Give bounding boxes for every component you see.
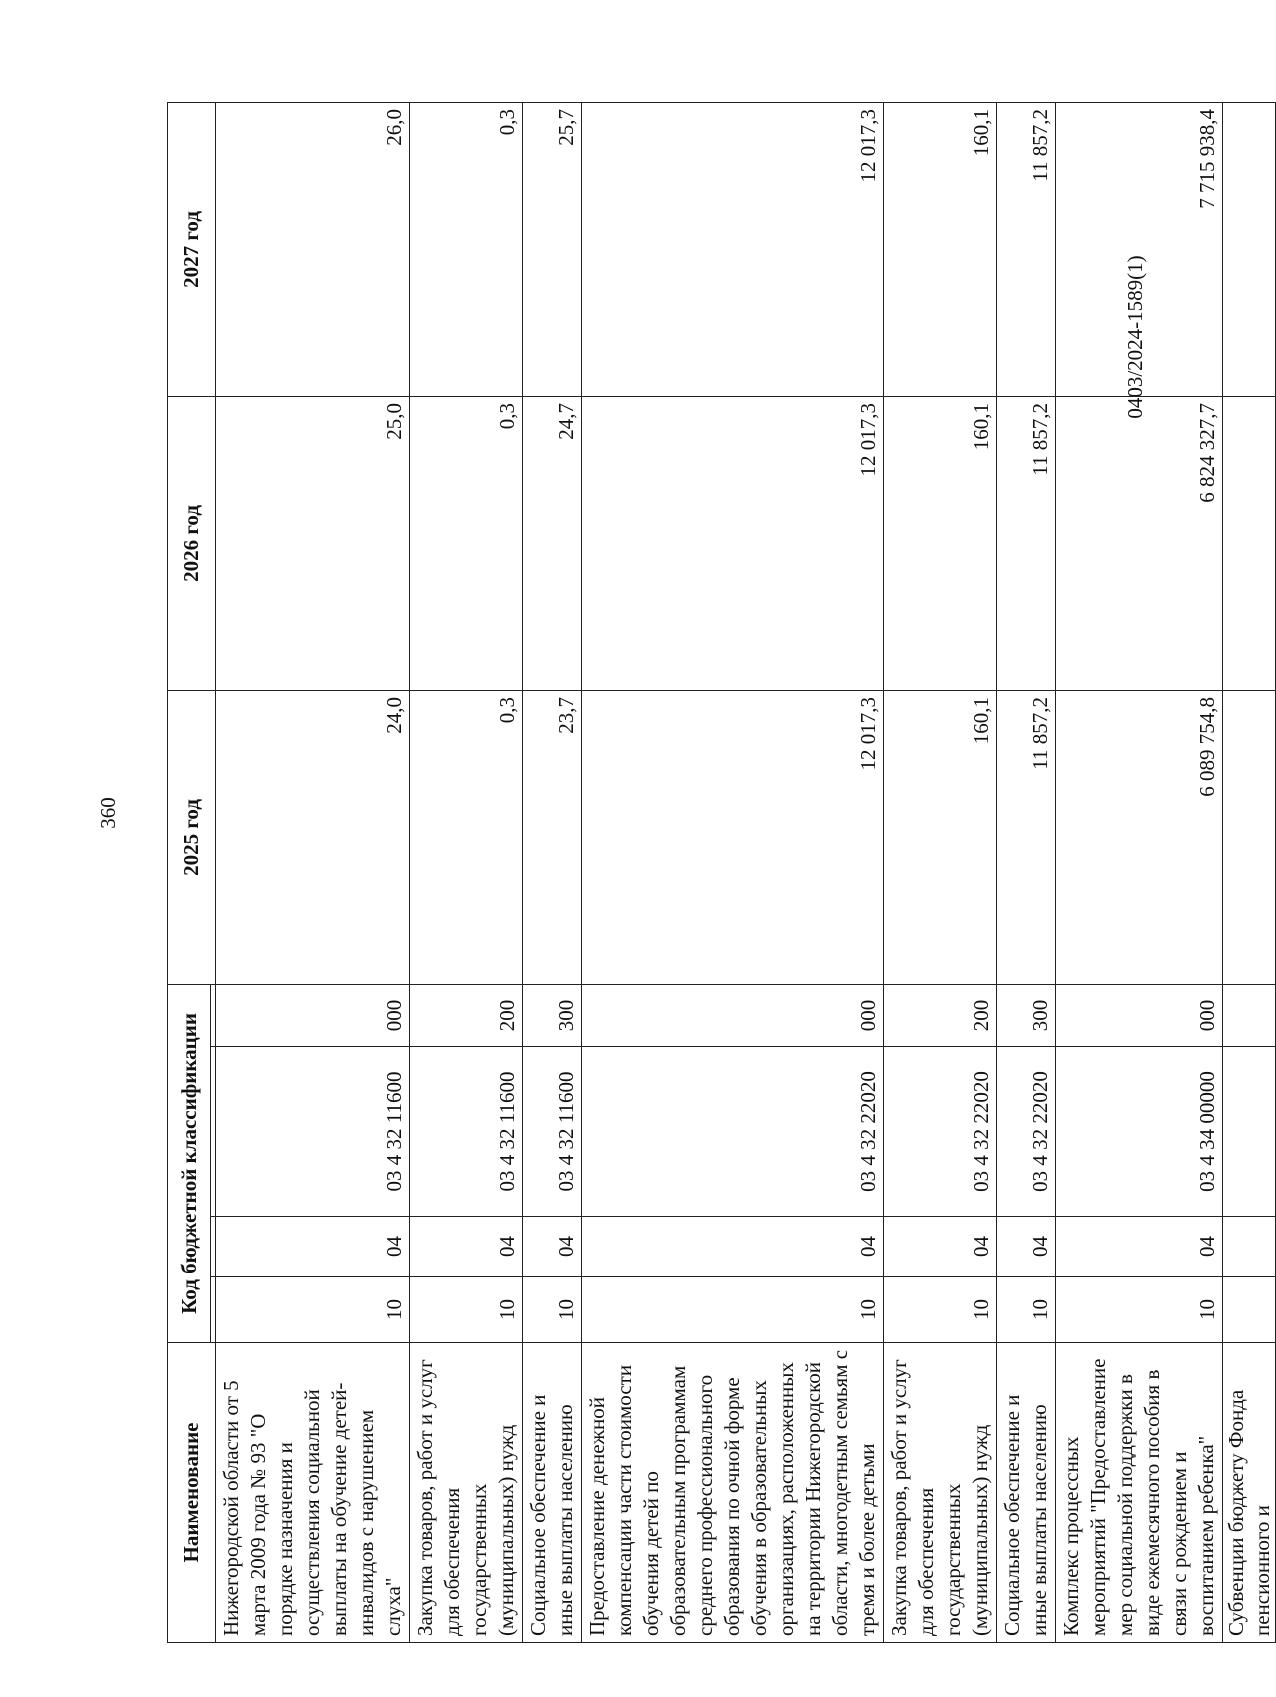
header-code: Код бюджетной классификации — [168, 984, 211, 1342]
row-value-2026: 160,1 — [884, 396, 997, 690]
row-value-2025 — [1223, 690, 1276, 984]
row-value-2027 — [1223, 102, 1276, 396]
row-code-target: 03 4 32 22020 — [582, 1047, 884, 1217]
row-name: Социальное обеспечение и иные выплаты населению — [997, 1343, 1056, 1643]
row-code-type: 000 — [216, 984, 410, 1046]
row-code-type: 200 — [884, 984, 997, 1046]
row-code-target: 03 4 32 11600 — [523, 1047, 582, 1217]
row-name: Субвенции бюджету Фонда пенсионного и — [1223, 1343, 1276, 1643]
row-code-subsection: 04 — [582, 1217, 884, 1277]
table-header — [168, 102, 216, 1642]
row-code-type: 000 — [1056, 984, 1223, 1046]
row-value-2026: 11 857,2 — [997, 396, 1056, 690]
row-code-section: 10 — [884, 1277, 997, 1343]
row-code-section: 10 — [997, 1277, 1056, 1343]
row-code-type: 300 — [997, 984, 1056, 1046]
row-code-subsection — [1223, 1217, 1276, 1277]
table-row — [216, 102, 410, 1642]
row-value-2025: 24,0 — [216, 690, 410, 984]
row-code-section — [1223, 1277, 1276, 1343]
row-name: Предоставление денежной компенсации части стоимости обучения детей по образовательным программам среднего профессионального образования по очной форме обучения в образовательных организациях, расположенных на территории Нижегородской области, многодетным семьям с тремя и более детьми — [582, 1343, 884, 1643]
row-value-2027: 7 715 938,4 — [1056, 102, 1223, 396]
header-2025: 2025 год — [168, 690, 216, 984]
row-code-subsection: 04 — [410, 1217, 523, 1277]
table-row-truncated — [1223, 102, 1276, 1642]
row-value-2025: 160,1 — [884, 690, 997, 984]
row-code-target: 03 4 32 11600 — [410, 1047, 523, 1217]
row-code-subsection: 04 — [523, 1217, 582, 1277]
header-name: Наименование — [168, 1343, 216, 1643]
row-code-type: 200 — [410, 984, 523, 1046]
row-value-2026: 12 017,3 — [582, 396, 884, 690]
row-code-section: 10 — [216, 1277, 410, 1343]
row-value-2025: 12 017,3 — [582, 690, 884, 984]
row-value-2027: 12 017,3 — [582, 102, 884, 396]
table-row — [523, 102, 582, 1642]
row-code-section: 10 — [410, 1277, 523, 1343]
row-code-target: 03 4 32 22020 — [997, 1047, 1056, 1217]
row-code-section: 10 — [1056, 1277, 1223, 1343]
row-value-2025: 0,3 — [410, 690, 523, 984]
row-name: Закупка товаров, работ и услуг для обеспечения государственных (муниципальных) нужд — [410, 1343, 523, 1643]
row-value-2027: 160,1 — [884, 102, 997, 396]
row-value-2025: 6 089 754,8 — [1056, 690, 1223, 984]
row-value-2025: 23,7 — [523, 690, 582, 984]
table-row — [410, 102, 523, 1642]
table-row — [997, 102, 1056, 1642]
row-name: Социальное обеспечение и иные выплаты населению — [523, 1343, 582, 1643]
page-number: 360 — [96, 797, 120, 829]
row-code-target: 03 4 34 00000 — [1056, 1047, 1223, 1217]
row-value-2025: 11 857,2 — [997, 690, 1056, 984]
row-value-2026: 24,7 — [523, 396, 582, 690]
row-code-section: 10 — [582, 1277, 884, 1343]
row-name: Закупка товаров, работ и услуг для обеспечения государственных (муниципальных) нужд — [884, 1343, 997, 1643]
row-code-type: 300 — [523, 984, 582, 1046]
table-row — [884, 102, 997, 1642]
row-code-target: 03 4 32 11600 — [216, 1047, 410, 1217]
table-body — [216, 102, 1276, 1642]
table-row — [1056, 102, 1223, 1642]
row-code-target — [1223, 1047, 1276, 1217]
row-value-2027: 26,0 — [216, 102, 410, 396]
row-value-2027: 25,7 — [523, 102, 582, 396]
row-value-2026: 0,3 — [410, 396, 523, 690]
row-value-2027: 0,3 — [410, 102, 523, 396]
row-code-type: 000 — [582, 984, 884, 1046]
row-code-subsection: 04 — [997, 1217, 1056, 1277]
table-row — [582, 102, 884, 1642]
row-value-2026: 6 824 327,7 — [1056, 396, 1223, 690]
row-code-type — [1223, 984, 1276, 1046]
budget-table — [167, 102, 1276, 1643]
row-code-subsection: 04 — [1056, 1217, 1223, 1277]
row-name: Комплекс процессных мероприятий "Предоставление мер социальной поддержки в виде ежемесячного пособия в связи с рождением и воспитанием ребенка" — [1056, 1343, 1223, 1643]
row-code-subsection: 04 — [884, 1217, 997, 1277]
document-code: 0403/2024-1589(1) — [1123, 255, 1147, 419]
row-code-section: 10 — [523, 1277, 582, 1343]
row-value-2026 — [1223, 396, 1276, 690]
row-code-target: 03 4 32 22020 — [884, 1047, 997, 1217]
row-value-2027: 11 857,2 — [997, 102, 1056, 396]
row-value-2026: 25,0 — [216, 396, 410, 690]
row-name: Нижегородской области от 5 марта 2009 года № 93 "О порядке назначения и осуществления социальной выплаты на обучение детей-инвалидов с нарушением слуха" — [216, 1343, 410, 1643]
row-code-subsection: 04 — [216, 1217, 410, 1277]
header-2027: 2027 год — [168, 102, 216, 396]
header-2026: 2026 год — [168, 396, 216, 690]
